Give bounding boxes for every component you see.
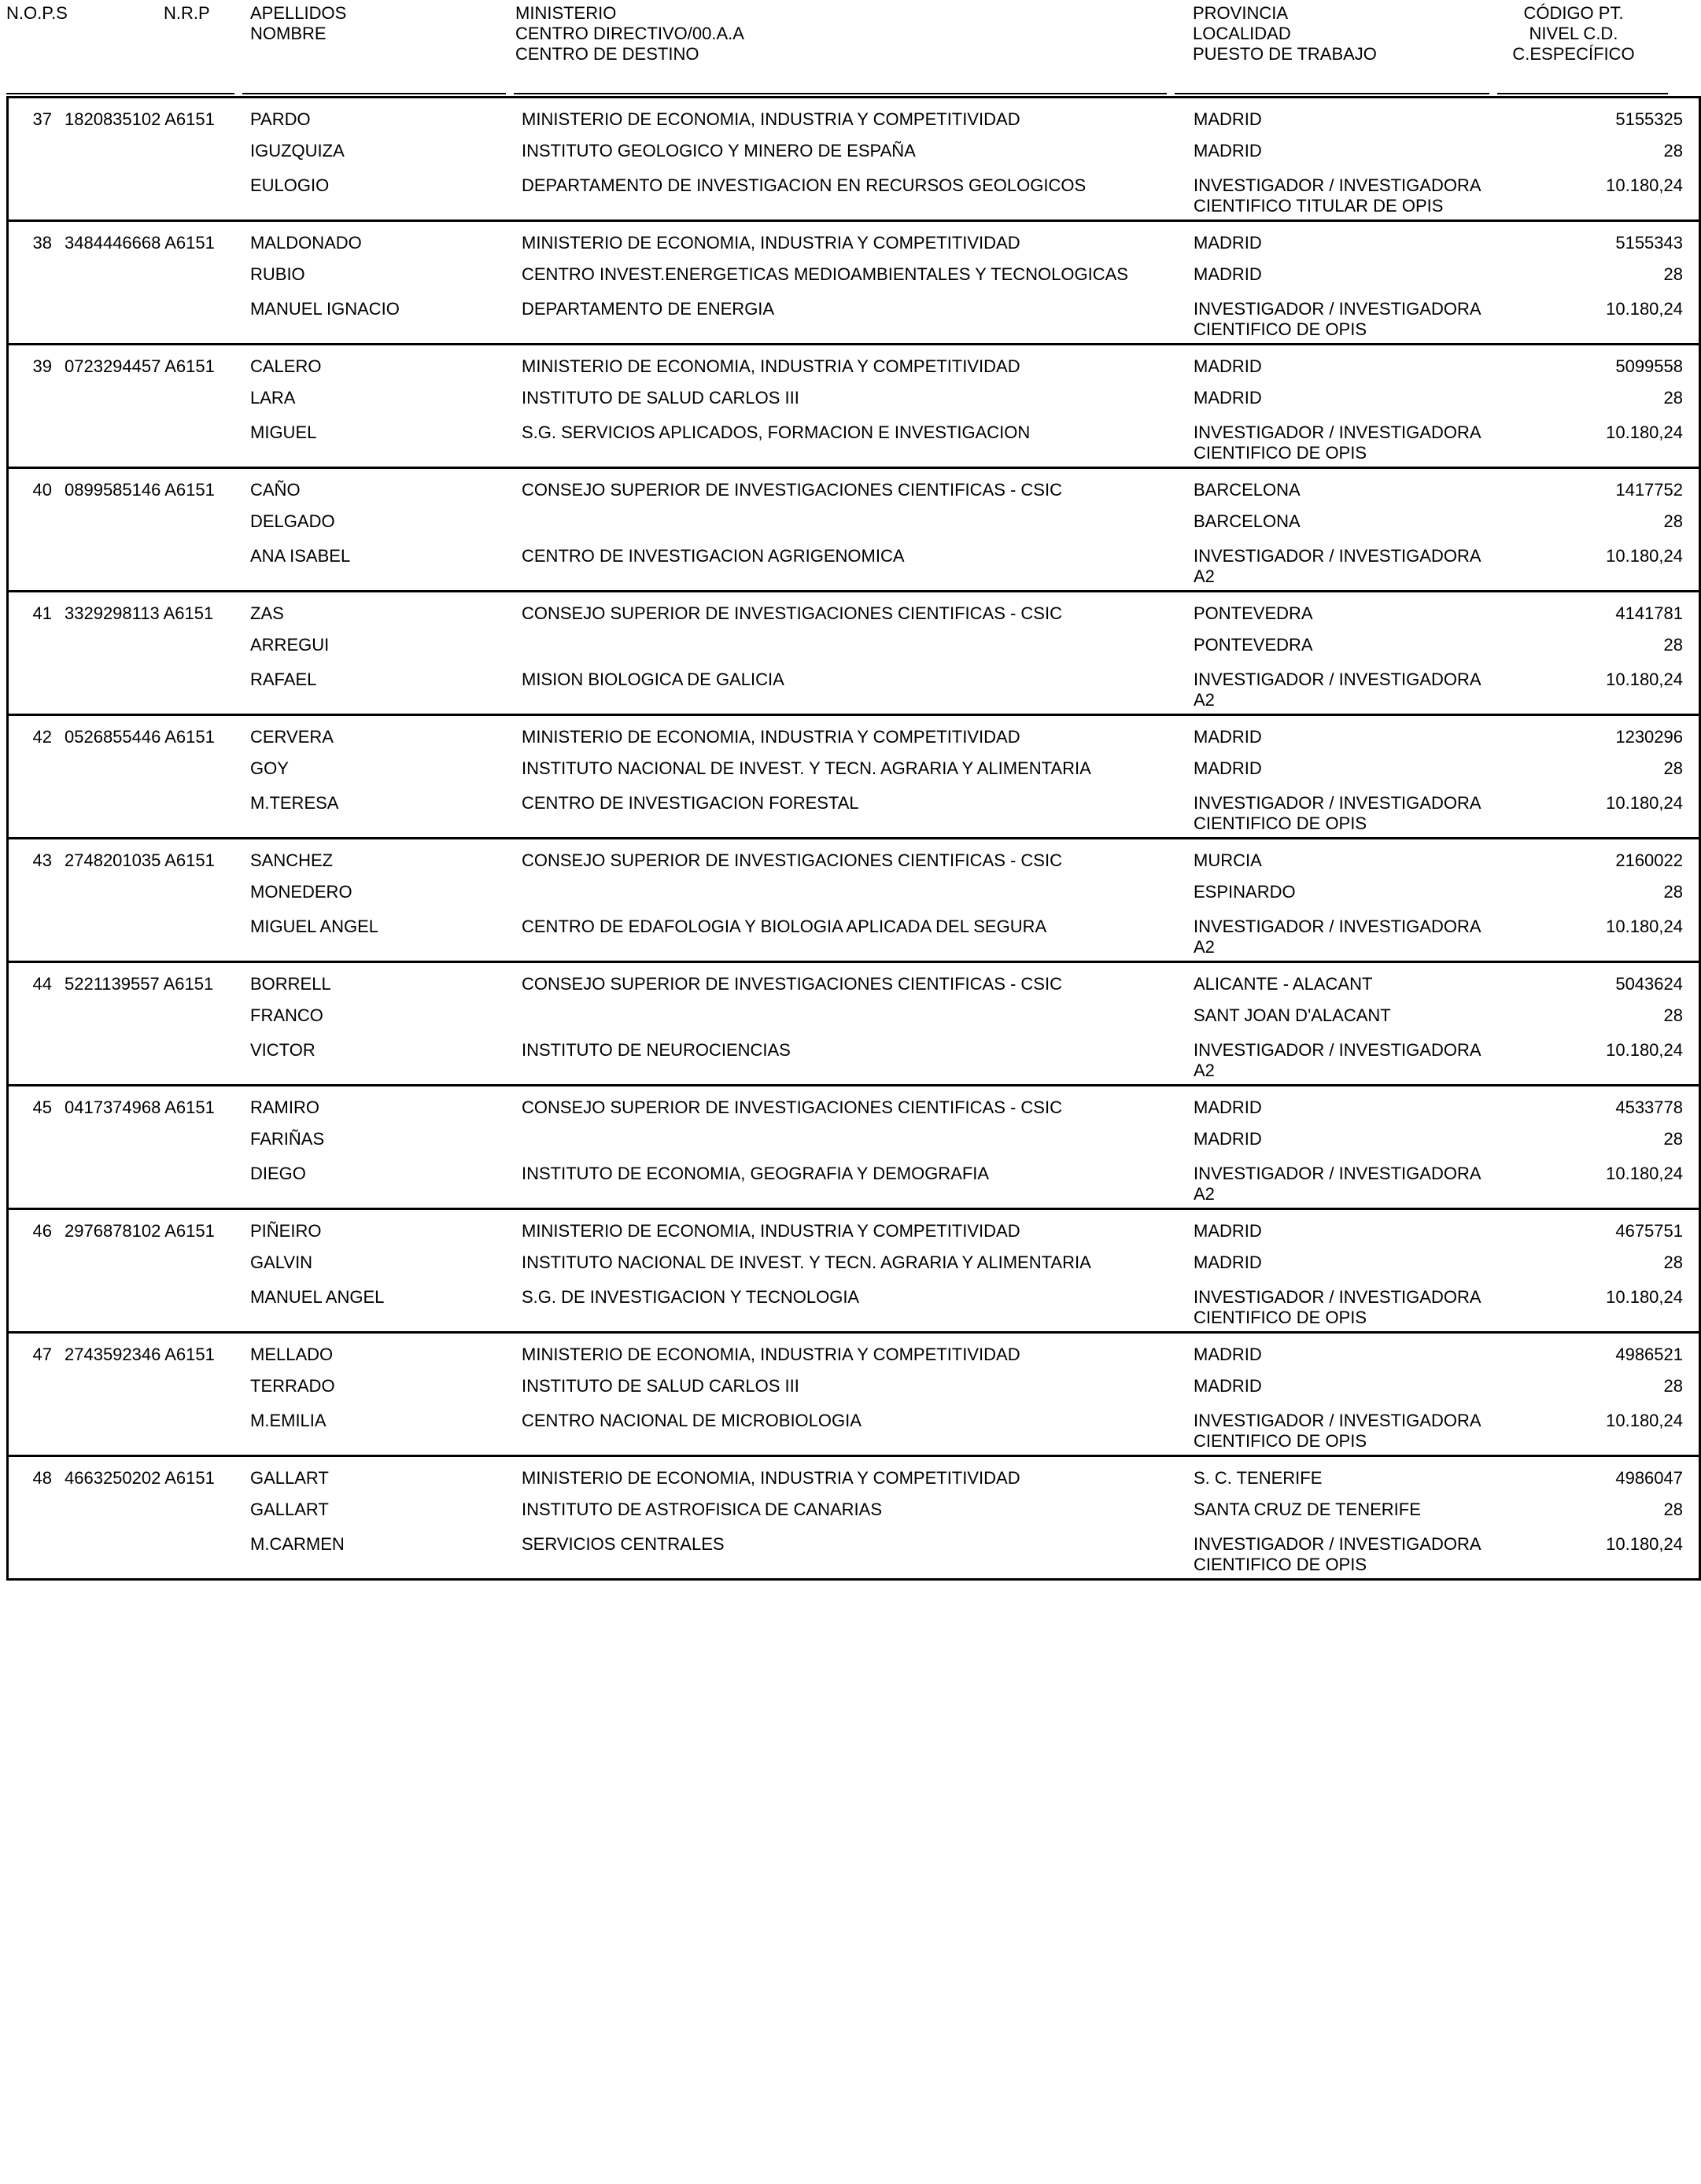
- record-number: 44: [32, 974, 52, 994]
- record-nivel: 28: [1663, 511, 1683, 531]
- record-centro-destino: CENTRO DE INVESTIGACION AGRIGENOMICA: [522, 546, 905, 566]
- record-ministerio: MINISTERIO DE ECONOMIA, INDUSTRIA Y COMPETITIVIDAD: [522, 1345, 1020, 1364]
- header-rule-segment: [1497, 93, 1668, 94]
- record-nrp: 0723294457 A6151: [65, 356, 215, 376]
- record-localidad: MADRID: [1194, 1376, 1262, 1396]
- record-number: 37: [32, 109, 52, 129]
- record-nivel: 28: [1663, 264, 1683, 284]
- record-row-2: [8, 377, 1700, 408]
- record-especifico: 10.180,24: [1606, 1411, 1683, 1430]
- header-apellidos: APELLIDOS: [250, 3, 347, 23]
- record-row-1: [8, 715, 1700, 748]
- record-ministerio: MINISTERIO DE ECONOMIA, INDUSTRIA Y COMPETITIVIDAD: [522, 233, 1020, 253]
- record-ministerio: MINISTERIO DE ECONOMIA, INDUSTRIA Y COMPETITIVIDAD: [522, 356, 1020, 376]
- record-row-3: [8, 902, 1700, 962]
- record-ministerio: MINISTERIO DE ECONOMIA, INDUSTRIA Y COMPETITIVIDAD: [522, 727, 1020, 747]
- record-provincia: MADRID: [1194, 233, 1262, 253]
- record-row-1: [8, 1333, 1700, 1366]
- header-nivel: NIVEL C.D.: [1529, 24, 1618, 43]
- record-nombre: MANUEL ANGEL: [250, 1287, 385, 1307]
- record-row-1: [8, 1209, 1700, 1242]
- record-row-2: [8, 1365, 1700, 1396]
- record-centro-destino: CENTRO DE EDAFOLOGIA Y BIOLOGIA APLICADA DEL SEGURA: [522, 917, 1047, 936]
- record-nrp: 0417374968 A6151: [65, 1098, 215, 1117]
- header-provincia-puesto: [1193, 3, 1377, 65]
- record-ministerio: CONSEJO SUPERIOR DE INVESTIGACIONES CIENTIFICAS - CSIC: [522, 603, 1062, 623]
- record-row-2: [8, 1118, 1700, 1149]
- record-localidad: MADRID: [1194, 264, 1262, 284]
- record-nombre: VICTOR: [250, 1040, 315, 1060]
- record-puesto: [1194, 161, 1540, 221]
- record-puesto-line2: A2: [1194, 1184, 1215, 1204]
- table-record: [8, 468, 1700, 592]
- record-puesto: [1194, 1273, 1540, 1333]
- record-puesto-line2: CIENTIFICO DE OPIS: [1194, 443, 1367, 463]
- record-puesto: [1194, 902, 1540, 962]
- record-nivel: 28: [1663, 388, 1683, 408]
- record-puesto-line1: INVESTIGADOR / INVESTIGADORA: [1194, 793, 1481, 813]
- record-row-1: [8, 962, 1700, 995]
- record-centro-destino: CENTRO DE INVESTIGACION FORESTAL: [522, 793, 859, 813]
- record-especifico: 10.180,24: [1606, 546, 1683, 566]
- record-puesto-line2: A2: [1194, 1061, 1215, 1080]
- record-row-3: [8, 779, 1700, 839]
- record-localidad: PONTEVEDRA: [1194, 635, 1313, 655]
- header-nombre: NOMBRE: [250, 24, 327, 43]
- table-record: [8, 98, 1700, 221]
- record-provincia: BARCELONA: [1194, 480, 1301, 500]
- record-centro-directivo: INSTITUTO GEOLOGICO Y MINERO DE ESPAÑA: [522, 141, 916, 160]
- table-record: [8, 1209, 1700, 1333]
- record-puesto: [1194, 285, 1540, 345]
- record-apellido1: CERVERA: [250, 727, 334, 747]
- record-nivel: 28: [1663, 1252, 1683, 1272]
- record-apellido2: GALVIN: [250, 1252, 313, 1272]
- record-row-3: [8, 1396, 1700, 1456]
- header-especifico: C.ESPECÍFICO: [1512, 44, 1635, 64]
- record-apellido2: FRANCO: [250, 1005, 323, 1025]
- record-centro-destino: CENTRO NACIONAL DE MICROBIOLOGIA: [522, 1411, 862, 1430]
- record-row-2: [8, 500, 1700, 532]
- record-apellido2: FARIÑAS: [250, 1129, 325, 1149]
- header-puesto: PUESTO DE TRABAJO: [1193, 44, 1377, 64]
- table-record: [8, 221, 1700, 345]
- record-centro-destino: INSTITUTO DE ECONOMIA, GEOGRAFIA Y DEMOGRAFIA: [522, 1164, 990, 1183]
- record-codigo: 4141781: [1615, 603, 1683, 623]
- table-record: [8, 345, 1700, 468]
- record-centro-destino: SERVICIOS CENTRALES: [522, 1534, 725, 1554]
- record-number: 41: [32, 603, 52, 623]
- record-ministerio: MINISTERIO DE ECONOMIA, INDUSTRIA Y COMPETITIVIDAD: [522, 109, 1020, 129]
- record-apellido1: CAÑO: [250, 480, 301, 500]
- record-codigo: 5099558: [1615, 356, 1683, 376]
- record-centro-directivo: [522, 624, 1194, 655]
- record-nombre: MANUEL IGNACIO: [250, 299, 400, 319]
- record-row-1: [8, 1456, 1700, 1489]
- record-puesto-line1: INVESTIGADOR / INVESTIGADORA: [1194, 1164, 1481, 1183]
- record-puesto: [1194, 779, 1540, 839]
- header-rule-segment: [1175, 93, 1489, 94]
- record-provincia: MADRID: [1194, 1345, 1262, 1364]
- column-header: [0, 0, 1673, 87]
- record-codigo: 1230296: [1615, 727, 1683, 747]
- record-nrp: 1820835102 A6151: [65, 109, 215, 129]
- record-apellido1: ZAS: [250, 603, 284, 623]
- record-ministerio: MINISTERIO DE ECONOMIA, INDUSTRIA Y COMPETITIVIDAD: [522, 1468, 1020, 1488]
- record-especifico: 10.180,24: [1606, 1534, 1683, 1554]
- record-codigo: 4986521: [1615, 1345, 1683, 1364]
- header-codigo: CÓDIGO PT.: [1523, 3, 1624, 23]
- record-row-3: [8, 1026, 1700, 1086]
- record-puesto-line2: CIENTIFICO DE OPIS: [1194, 1431, 1367, 1451]
- header-centro-directivo: CENTRO DIRECTIVO/00.A.A: [515, 24, 744, 43]
- record-puesto-line1: INVESTIGADOR / INVESTIGADORA: [1194, 1534, 1481, 1554]
- record-number: 47: [32, 1345, 52, 1364]
- record-puesto: [1194, 532, 1540, 592]
- record-ministerio: CONSEJO SUPERIOR DE INVESTIGACIONES CIENTIFICAS - CSIC: [522, 480, 1062, 500]
- record-apellido1: PARDO: [250, 109, 311, 129]
- record-puesto-line2: CIENTIFICO DE OPIS: [1194, 813, 1367, 833]
- record-puesto-line2: CIENTIFICO TITULAR DE OPIS: [1194, 196, 1444, 216]
- record-row-1: [8, 221, 1700, 254]
- record-nivel: 28: [1663, 882, 1683, 902]
- record-row-3: [8, 161, 1700, 221]
- record-puesto-line1: INVESTIGADOR / INVESTIGADORA: [1194, 670, 1481, 689]
- record-codigo: 5043624: [1615, 974, 1683, 994]
- record-nrp: 2743592346 A6151: [65, 1345, 215, 1364]
- record-ministerio: CONSEJO SUPERIOR DE INVESTIGACIONES CIENTIFICAS - CSIC: [522, 974, 1062, 994]
- record-ministerio: CONSEJO SUPERIOR DE INVESTIGACIONES CIENTIFICAS - CSIC: [522, 850, 1062, 870]
- record-centro-destino: S.G. SERVICIOS APLICADOS, FORMACION E INVESTIGACION: [522, 422, 1031, 442]
- record-row-3: [8, 285, 1700, 345]
- table-record: [8, 1456, 1700, 1580]
- record-apellido2: GALLART: [250, 1500, 329, 1519]
- record-puesto-line1: INVESTIGADOR / INVESTIGADORA: [1194, 917, 1481, 936]
- record-row-1: [8, 468, 1700, 501]
- record-apellido1: CALERO: [250, 356, 322, 376]
- record-apellido1: MALDONADO: [250, 233, 362, 253]
- record-especifico: 10.180,24: [1606, 175, 1683, 195]
- record-row-2: [8, 994, 1700, 1026]
- record-apellido2: GOY: [250, 758, 289, 778]
- record-provincia: MADRID: [1194, 727, 1262, 747]
- record-apellido1: BORRELL: [250, 974, 331, 994]
- record-localidad: MADRID: [1194, 141, 1262, 160]
- record-centro-directivo: [522, 500, 1194, 532]
- header-centro-destino: CENTRO DE DESTINO: [515, 44, 699, 64]
- record-puesto-line2: CIENTIFICO DE OPIS: [1194, 1308, 1367, 1327]
- record-nrp: 3329298113 A6151: [65, 603, 214, 623]
- record-apellido2: LARA: [250, 388, 296, 408]
- record-centro-destino: S.G. DE INVESTIGACION Y TECNOLOGIA: [522, 1287, 860, 1307]
- record-number: 39: [32, 356, 52, 376]
- record-nivel: 28: [1663, 1129, 1683, 1149]
- record-apellido1: PIÑEIRO: [250, 1221, 322, 1241]
- header-provincia: PROVINCIA: [1193, 3, 1289, 23]
- record-apellido2: IGUZQUIZA: [250, 141, 345, 160]
- record-puesto-line2: CIENTIFICO DE OPIS: [1194, 319, 1367, 339]
- record-puesto-line1: INVESTIGADOR / INVESTIGADORA: [1194, 546, 1481, 566]
- record-row-3: [8, 655, 1700, 715]
- record-codigo: 2160022: [1615, 850, 1683, 870]
- record-codigo: 5155343: [1615, 233, 1683, 253]
- record-nombre: EULOGIO: [250, 175, 330, 195]
- record-provincia: MADRID: [1194, 1221, 1262, 1241]
- record-apellido2: TERRADO: [250, 1376, 335, 1396]
- record-puesto-line2: A2: [1194, 566, 1215, 586]
- record-number: 42: [32, 727, 52, 747]
- record-puesto-line2: A2: [1194, 937, 1215, 957]
- table-record: [8, 715, 1700, 839]
- record-centro-directivo: [522, 994, 1194, 1026]
- record-provincia: PONTEVEDRA: [1194, 603, 1313, 623]
- record-codigo: 4986047: [1615, 1468, 1683, 1488]
- record-apellido1: SANCHEZ: [250, 850, 334, 870]
- record-localidad: ESPINARDO: [1194, 882, 1296, 902]
- record-puesto-line1: INVESTIGADOR / INVESTIGADORA: [1194, 422, 1481, 442]
- record-apellido1: MELLADO: [250, 1345, 334, 1364]
- header-apellidos-nombre: [250, 3, 346, 44]
- record-nrp: 0526855446 A6151: [65, 727, 215, 747]
- table-record: [8, 839, 1700, 962]
- record-ministerio: CONSEJO SUPERIOR DE INVESTIGACIONES CIENTIFICAS - CSIC: [522, 1098, 1062, 1117]
- record-codigo: 1417752: [1615, 480, 1683, 500]
- record-puesto: [1194, 1396, 1540, 1456]
- record-provincia: MURCIA: [1194, 850, 1262, 870]
- record-ministerio: MINISTERIO DE ECONOMIA, INDUSTRIA Y COMPETITIVIDAD: [522, 1221, 1020, 1241]
- record-nrp: 5221139557 A6151: [65, 974, 214, 994]
- record-row-1: [8, 98, 1700, 131]
- record-centro-destino: DEPARTAMENTO DE INVESTIGACION EN RECURSOS GEOLOGICOS: [522, 175, 1087, 195]
- record-nombre: RAFAEL: [250, 670, 317, 689]
- record-number: 43: [32, 850, 52, 870]
- record-centro-destino: DEPARTAMENTO DE ENERGIA: [522, 299, 775, 319]
- record-row-2: [8, 1241, 1700, 1273]
- record-number: 40: [32, 480, 52, 500]
- record-centro-directivo: CENTRO INVEST.ENERGETICAS MEDIOAMBIENTALES Y TECNOLOGICAS: [522, 264, 1128, 284]
- record-apellido2: DELGADO: [250, 511, 335, 531]
- record-apellido1: RAMIRO: [250, 1098, 319, 1117]
- record-number: 48: [32, 1468, 52, 1488]
- header-ministerio-centros: [515, 3, 744, 65]
- record-puesto-line2: A2: [1194, 690, 1215, 710]
- table-record: [8, 1333, 1700, 1456]
- record-puesto: [1194, 1149, 1540, 1209]
- record-number: 45: [32, 1098, 52, 1117]
- record-centro-directivo: INSTITUTO NACIONAL DE INVEST. Y TECN. AGRARIA Y ALIMENTARIA: [522, 1252, 1091, 1272]
- record-provincia: ALICANTE - ALACANT: [1194, 974, 1373, 994]
- record-row-3: [8, 532, 1700, 592]
- record-puesto: [1194, 1026, 1540, 1086]
- record-especifico: 10.180,24: [1606, 1040, 1683, 1060]
- record-localidad: MADRID: [1194, 388, 1262, 408]
- record-codigo: 4675751: [1615, 1221, 1683, 1241]
- personnel-table: [6, 96, 1701, 1581]
- record-nombre: MIGUEL ANGEL: [250, 917, 379, 936]
- table-record: [8, 592, 1700, 715]
- record-nivel: 28: [1663, 635, 1683, 655]
- record-provincia: MADRID: [1194, 109, 1262, 129]
- record-nombre: DIEGO: [250, 1164, 306, 1183]
- header-rule: [6, 93, 1668, 94]
- record-centro-directivo: [522, 1118, 1194, 1149]
- record-row-3: [8, 1520, 1700, 1580]
- record-apellido2: MONEDERO: [250, 882, 352, 902]
- table-record: [8, 962, 1700, 1086]
- record-row-3: [8, 1273, 1700, 1333]
- header-nops: N.O.P.S: [6, 3, 68, 23]
- record-centro-directivo: [522, 871, 1194, 902]
- record-apellido2: ARREGUI: [250, 635, 330, 655]
- record-row-2: [8, 624, 1700, 655]
- record-codigo: 4533778: [1615, 1098, 1683, 1117]
- record-especifico: 10.180,24: [1606, 793, 1683, 813]
- record-row-1: [8, 839, 1700, 872]
- record-nivel: 28: [1663, 1005, 1683, 1025]
- record-especifico: 10.180,24: [1606, 917, 1683, 936]
- record-apellido2: RUBIO: [250, 264, 305, 284]
- record-localidad: MADRID: [1194, 758, 1262, 778]
- record-localidad: BARCELONA: [1194, 511, 1301, 531]
- record-nombre: M.CARMEN: [250, 1534, 345, 1554]
- table-record: [8, 1086, 1700, 1209]
- record-especifico: 10.180,24: [1606, 1287, 1683, 1307]
- record-row-3: [8, 1149, 1700, 1209]
- record-centro-directivo: INSTITUTO DE ASTROFISICA DE CANARIAS: [522, 1500, 883, 1519]
- record-localidad: MADRID: [1194, 1252, 1262, 1272]
- record-nombre: MIGUEL: [250, 422, 317, 442]
- record-nivel: 28: [1663, 1500, 1683, 1519]
- record-localidad: MADRID: [1194, 1129, 1262, 1149]
- record-nrp: 4663250202 A6151: [65, 1468, 215, 1488]
- record-provincia: S. C. TENERIFE: [1194, 1468, 1323, 1488]
- record-number: 38: [32, 233, 52, 253]
- record-puesto-line1: INVESTIGADOR / INVESTIGADORA: [1194, 1411, 1481, 1430]
- record-nivel: 28: [1663, 1376, 1683, 1396]
- record-localidad: SANT JOAN D'ALACANT: [1194, 1005, 1391, 1025]
- record-row-2: [8, 871, 1700, 902]
- header-ministerio: MINISTERIO: [515, 3, 617, 23]
- record-row-3: [8, 408, 1700, 468]
- record-puesto: [1194, 1520, 1540, 1580]
- header-rule-segment: [6, 93, 234, 94]
- record-row-2: [8, 747, 1700, 779]
- record-puesto-line1: INVESTIGADOR / INVESTIGADORA: [1194, 1287, 1481, 1307]
- record-nivel: 28: [1663, 758, 1683, 778]
- record-number: 46: [32, 1221, 52, 1241]
- record-row-1: [8, 345, 1700, 378]
- record-centro-destino: INSTITUTO DE NEUROCIENCIAS: [522, 1040, 791, 1060]
- header-codigo-nivel: [1495, 3, 1652, 65]
- record-especifico: 10.180,24: [1606, 422, 1683, 442]
- record-row-2: [8, 1489, 1700, 1520]
- record-row-2: [8, 253, 1700, 285]
- record-nivel: 28: [1663, 141, 1683, 160]
- record-puesto: [1194, 408, 1540, 468]
- record-nombre: M.EMILIA: [250, 1411, 327, 1430]
- record-puesto-line2: CIENTIFICO DE OPIS: [1194, 1555, 1367, 1574]
- record-puesto-line1: INVESTIGADOR / INVESTIGADORA: [1194, 1040, 1481, 1060]
- record-puesto-line1: INVESTIGADOR / INVESTIGADORA: [1194, 299, 1481, 319]
- record-codigo: 5155325: [1615, 109, 1683, 129]
- header-nrp: N.R.P: [164, 3, 210, 23]
- record-centro-directivo: INSTITUTO DE SALUD CARLOS III: [522, 1376, 799, 1396]
- record-nrp: 2748201035 A6151: [65, 850, 215, 870]
- record-nombre: M.TERESA: [250, 793, 339, 813]
- record-provincia: MADRID: [1194, 1098, 1262, 1117]
- record-provincia: MADRID: [1194, 356, 1262, 376]
- record-row-1: [8, 1086, 1700, 1119]
- record-nombre: ANA ISABEL: [250, 546, 351, 566]
- record-nrp: 2976878102 A6151: [65, 1221, 215, 1241]
- header-rule-segment: [242, 93, 506, 94]
- record-centro-directivo: INSTITUTO DE SALUD CARLOS III: [522, 388, 799, 408]
- record-especifico: 10.180,24: [1606, 1164, 1683, 1183]
- record-localidad: SANTA CRUZ DE TENERIFE: [1194, 1500, 1421, 1519]
- record-nrp: 0899585146 A6151: [65, 480, 215, 500]
- record-apellido1: GALLART: [250, 1468, 329, 1488]
- record-puesto-line1: INVESTIGADOR / INVESTIGADORA: [1194, 175, 1481, 195]
- record-centro-destino: MISION BIOLOGICA DE GALICIA: [522, 670, 784, 689]
- record-especifico: 10.180,24: [1606, 670, 1683, 689]
- record-puesto: [1194, 655, 1540, 715]
- record-especifico: 10.180,24: [1606, 299, 1683, 319]
- record-row-1: [8, 592, 1700, 625]
- header-localidad: LOCALIDAD: [1193, 24, 1291, 43]
- record-row-2: [8, 130, 1700, 161]
- header-rule-segment: [514, 93, 1167, 94]
- record-centro-directivo: INSTITUTO NACIONAL DE INVEST. Y TECN. AGRARIA Y ALIMENTARIA: [522, 758, 1091, 778]
- record-nrp: 3484446668 A6151: [65, 233, 215, 253]
